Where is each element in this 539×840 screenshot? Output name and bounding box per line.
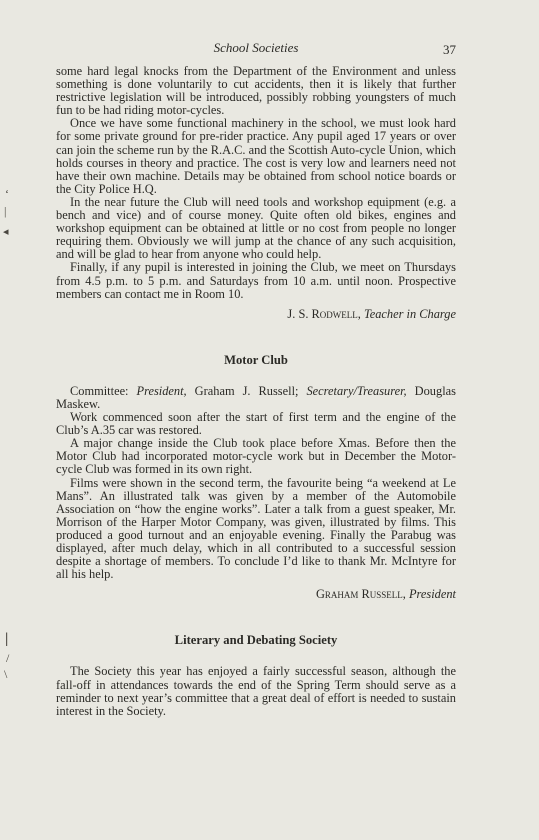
- paragraph: some hard legal knocks from the Department of the Environment and unless something is done voluntarily to cut accidents, then it is likely that further restrictive legislation will be introduced, possibly robbing youngsters of much fun to be had riding motor-cycles.: [56, 64, 456, 118]
- running-head: School Societies: [213, 40, 299, 55]
- committee-label: Committee:: [70, 383, 129, 398]
- paragraph: Films were shown in the second term, the favourite being “a weekend at Le Mans”. An illustrated talk was given by a member of the Automobile Association on “how the engine works”. Later a talk from a guest speaker, Mr. Morrison of the Harper Motor Company, was given, illustrated by films. This produced a good turnout and an enjoyable evening. Finally the Parabug was displayed, after much delay, which in all contributed to a successful session despite a shortage of members. To conclude I’d like to thank Mr. McIntyre for all his help.: [56, 475, 456, 582]
- page-header: [56, 40, 456, 58]
- committee-paragraph: [56, 385, 456, 411]
- page-number: 37: [443, 42, 456, 57]
- president-name: Graham J. Russell;: [194, 383, 299, 398]
- section-heading-literary-debating: Literary and Debating Society: [174, 633, 338, 648]
- paragraph: In the near future the Club will need tools and workshop equipment (e.g. a bench and vice) and of course money. Quite often old bikes, engines and workshop equipment can be obtained at little or no cost from people no longer requiring them. Obviously we will jump at the chance of any such acquisition, and will be glad to hear from anyone who could help.: [56, 194, 456, 262]
- paragraph: Finally, if any pupil is interested in joining the Club, we meet on Thursdays from 4.5 p.m. to 5 p.m. and Saturdays from 10 a.m. until noon. Prospective members can contact me in Room 10.: [56, 260, 456, 301]
- paragraph: Work commenced soon after the start of first term and the engine of the Club’s A.35 car was restored.: [56, 410, 456, 438]
- section-heading-motor-club: Motor Club: [224, 352, 288, 367]
- paragraph: Once we have some functional machinery in the school, we must look hard for some private ground for pre-rider practice. Any pupil aged 17 years or over can join the scheme run by the R.A.C. and the Scottish Auto-cycle Union, which holds courses in theory and practice. The cost is very low and learners need not have their own machine. Details may be obtained from school notice boards or the City Police H.Q.: [56, 116, 456, 196]
- paragraph: A major change inside the Club took place before Xmas. Before then the Motor Club had incorporated motor-cycle work but in December the Motor-cycle Club was formed in its own right.: [56, 436, 456, 477]
- margin-mark: /: [6, 651, 10, 665]
- signature-role: President: [408, 587, 456, 602]
- secretary-name: Douglas Maskew.: [56, 383, 456, 411]
- president-label: President,: [136, 383, 187, 398]
- signature-role: Teacher in Charge: [363, 306, 456, 321]
- paragraph: The Society this year has enjoyed a fairly successful season, although the fall-off in attendances towards the end of the Spring Term should serve as a reminder to next year’s committee that a great deal of effort is needed to sustain interest in the Society.: [56, 664, 456, 718]
- secretary-label: Secretary/Treasurer,: [306, 383, 407, 398]
- signature-name: J. S. Rodwell,: [287, 306, 361, 321]
- body-text: [56, 65, 456, 718]
- signature: [56, 588, 456, 601]
- signature: [56, 308, 456, 321]
- signature-name: Graham Russell,: [315, 587, 406, 602]
- margin-mark: |: [5, 631, 9, 647]
- margin-mark: ‘: [5, 187, 9, 201]
- margin-mark: |: [4, 204, 7, 218]
- margin-mark: ◂: [3, 226, 9, 238]
- margin-mark: \: [4, 667, 8, 681]
